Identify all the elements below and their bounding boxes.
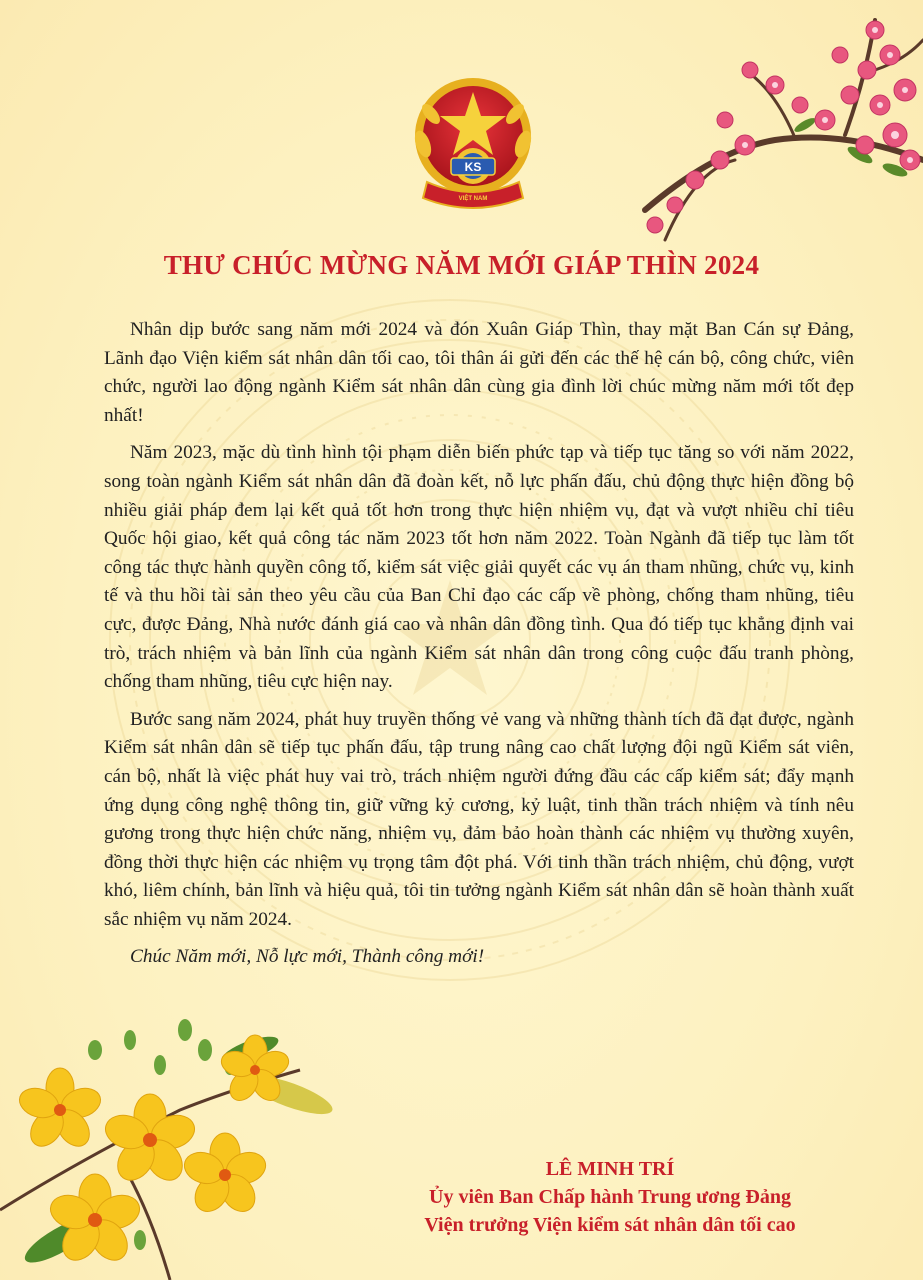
svg-text:KS: KS: [464, 160, 482, 174]
paragraph: Nhân dịp bước sang năm mới 2024 và đón Xuân Giáp Thìn, thay mặt Ban Cán sự Đảng, Lãnh đạo Viện kiểm sát nhân dân tối cao, tôi thân ái gửi đến các thế hệ cán bộ, công chức, viên chức, người lao động ngành Kiểm sát nhân dân cùng gia đình lời chúc mừng năm mới tốt đẹp nhất!: [104, 319, 854, 426]
signer-name: LÊ MINH TRÍ: [545, 1158, 675, 1180]
closing-wish: Chúc Năm mới, Nỗ lực mới, Thành công mới!: [130, 946, 485, 968]
letter-body: [104, 316, 854, 981]
svg-text:VIỆT NAM: VIỆT NAM: [458, 196, 488, 202]
apricot-blossom-icon: [0, 1010, 340, 1280]
procuracy-emblem-icon: [405, 74, 541, 216]
paragraph: Năm 2023, mặc dù tình hình tội phạm diễn biến phức tạp và tiếp tục tăng so với năm 2022, song toàn ngành Kiểm sát nhân dân đã đoàn kết, nỗ lực phấn đấu, chủ động thực hiện đồng bộ nhiều giải pháp đem lại kết quả tốt hơn trong thực hiện nhiệm vụ, đạt và vượt nhiều chỉ tiêu Quốc hội giao, kết quả công tác năm 2023 tốt hơn năm 2022. Toàn Ngành đã tiếp tục làm tốt công tác thực hành quyền công tố, kiểm sát việc giải quyết các vụ án tham nhũng, chức vụ, kinh tế và thu hồi tài sản theo yêu cầu của Ban Chỉ đạo các cấp về phòng, chống tham nhũng, tiêu cực, được Đảng, Nhà nước đánh giá cao và nhân dân đồng tình. Qua đó tiếp tục khẳng định vai trò, trách nhiệm và bản lĩnh của ngành Kiểm sát nhân dân trong công cuộc đấu tranh phòng, chống tham nhũng, tiêu cực hiện nay.: [104, 442, 854, 693]
letter-title: THƯ CHÚC MỪNG NĂM MỚI GIÁP THÌN 2024: [163, 250, 760, 280]
paragraph: Bước sang năm 2024, phát huy truyền thống vẻ vang và những thành tích đã đạt được, ngành Kiểm sát nhân dân sẽ tiếp tục phấn đấu, tập trung nâng cao chất lượng đội ngũ Kiểm sát viên, cán bộ, nhất là việc phát huy vai trò, trách nhiệm người đứng đầu các cấp kiểm sát; đẩy mạnh ứng dụng công nghệ thông tin, giữ vững kỷ cương, kỷ luật, tinh thần trách nhiệm và tính nêu gương trong thực hiện chức năng, nhiệm vụ, đảm bảo hoàn thành các nhiệm vụ thường xuyên, đồng thời thực hiện các nhiệm vụ trọng tâm đột phá. Với tinh thần trách nhiệm, chủ động, vượt khó, liêm chính, bản lĩnh và hiệu quả, tôi tin tưởng ngành Kiểm sát nhân dân sẽ hoàn thành xuất sắc nhiệm vụ năm 2024.: [104, 708, 854, 930]
signer-position-2: Viện trưởng Viện kiểm sát nhân dân tối cao: [424, 1214, 796, 1236]
peach-blossom-branch-icon: [625, 10, 923, 250]
signer-position-1: Ủy viên Ban Chấp hành Trung ương Đảng: [429, 1186, 791, 1208]
signature-block: [360, 1155, 860, 1239]
